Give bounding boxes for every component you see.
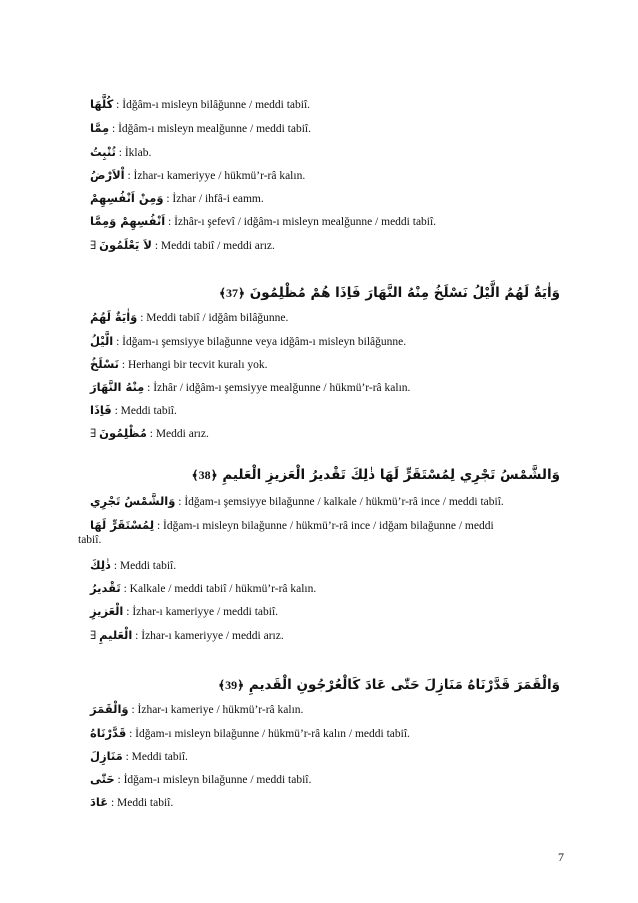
arabic-term: مَنَازِلَ	[90, 749, 123, 763]
page-number: 7	[558, 850, 564, 864]
rule-line	[90, 214, 560, 229]
rule-text: : İzhar / ihfâ-i eamm.	[163, 193, 264, 205]
rule-text: : İdğam-ı misleyn bilağunne / hükmü’r-râ kalın / meddi tabiî.	[126, 728, 410, 740]
arabic-term: مِنْهُ النَّهَارَ	[90, 380, 145, 394]
verse-39	[80, 676, 560, 694]
arabic-term: وَالشَّمْسُ تَجْرِي	[90, 494, 176, 508]
rule-line	[90, 357, 560, 372]
rule-line	[90, 403, 560, 418]
arabic-term: وَاٰيَةٌ لَهُمُ	[90, 310, 138, 324]
rule-text: : İdğam-ı şemsiyye bilağunne / kalkale / hükmü’r-râ ince / meddi tabiî.	[175, 496, 504, 508]
arabic-term: مِمَّا	[90, 121, 110, 135]
rule-line	[90, 581, 560, 596]
rule-text: : İdğam-ı şemsiyye bilağunne veya idğâm-ı misleyn bilâğunne.	[113, 336, 407, 348]
rule-text: : İzhâr-ı şefevî / idğâm-ı misleyn mealğunne / meddi tabiî.	[165, 216, 437, 228]
rule-text: : İzhar-ı kameriyye / meddi arız.	[132, 630, 284, 642]
rule-text: : İzhar-ı kameriyye / meddi tabiî.	[123, 606, 279, 618]
exists-icon: ∃	[90, 240, 100, 252]
rule-text: : İzhar-ı kameriyye / hükmü’r-râ kalın.	[124, 170, 306, 182]
rule-line	[90, 145, 560, 160]
arabic-term: كُلَّهَا	[90, 97, 114, 111]
verse-text: وَالْقَمَرَ قَدَّرْنَاهُ مَنَازِلَ حَتّٰى عَادَ كَالْعُرْجُونِ الْقَديمِ	[248, 677, 560, 693]
arabic-term: لاَ يَعْلَمُونَ	[99, 238, 152, 252]
verse-number: ﴿38﴾	[191, 468, 218, 482]
verse-text: وَالشَّمْسُ تَجْرِي لِمُسْتَقَرٍّ لَهَا ذٰلِكَ تَقْديرُ الْعَزيزِ الْعَليمِ	[222, 467, 560, 483]
rule-text: : İklab.	[115, 147, 152, 159]
rule-text: : İdğam-ı misleyn bilağunne / hükmü’r-râ ince / idğam bilağunne / meddi	[154, 520, 494, 532]
rule-text: : İdğam-ı misleyn bilağunne / meddi tabiî.	[114, 774, 312, 786]
arabic-term: حَتّٰى	[90, 772, 115, 786]
exists-icon: ∃	[90, 630, 100, 642]
arabic-term: وَالْقَمَرَ	[90, 702, 129, 716]
arabic-term: ذٰلِكَ	[90, 558, 111, 572]
rule-line	[90, 795, 560, 810]
verse-number: ﴿39﴾	[218, 678, 245, 692]
arabic-term: وَمِنْ اَنْفُسِهِمْ	[90, 191, 164, 205]
rule-text: : Meddi tabiî.	[111, 405, 177, 417]
arabic-term: قَدَّرْنَاهُ	[90, 726, 127, 740]
rule-line	[90, 310, 560, 325]
rule-line	[90, 334, 560, 349]
verse-number: ﴿37﴾	[219, 286, 246, 300]
rule-line	[90, 558, 560, 573]
verse-37	[80, 284, 560, 302]
rule-line	[90, 494, 560, 509]
rule-text: : Meddi tabiî.	[108, 797, 174, 809]
rule-line	[90, 518, 560, 533]
arabic-term: فَاِذَا	[90, 403, 112, 417]
rule-line	[90, 380, 560, 395]
verse-38	[80, 466, 560, 484]
arabic-term: مُظْلِمُونَ	[99, 426, 147, 440]
rule-line	[90, 772, 560, 787]
rule-text: : Meddi tabiî.	[122, 751, 188, 763]
arabic-term: تُنْبِتُ	[90, 145, 116, 159]
rule-line	[90, 604, 560, 619]
rule-text: : İzhâr / idğâm-ı şemsiyye mealğunne / hükmü’r-râ kalın.	[144, 382, 411, 394]
arabic-term: اَنْفُسِهِمْ وَمِمَّا	[90, 214, 166, 228]
rule-text: : Meddi tabiî / idğâm bilâğunne.	[137, 312, 289, 324]
arabic-term: الْعَزيزِ	[90, 604, 124, 618]
arabic-term: تَقْديرُ	[90, 581, 121, 595]
rule-line	[90, 97, 560, 112]
rule-line	[90, 191, 560, 206]
arabic-term: اْلاَرْضُ	[90, 168, 125, 182]
rule-line	[90, 426, 560, 441]
rule-text: : Kalkale / meddi tabiî / hükmü’r-râ kalın.	[120, 583, 317, 595]
rule-text: : İdğâm-ı misleyn bilâğunne / meddi tabiî.	[113, 99, 311, 111]
rule-line	[90, 168, 560, 183]
rule-text: : Herhangi bir tecvit kuralı yok.	[119, 359, 268, 371]
rule-text: : İzhar-ı kameriye / hükmü’r-râ kalın.	[128, 704, 304, 716]
rule-text: : İdğâm-ı misleyn mealğunne / meddi tabiî.	[109, 123, 312, 135]
rule-line	[90, 726, 560, 741]
rule-text: : Meddi tabiî.	[110, 560, 177, 572]
rule-text: : Meddi tabiî / meddi arız.	[151, 240, 275, 252]
arabic-term: عَادَ	[90, 795, 109, 809]
rule-line	[90, 121, 560, 136]
arabic-term: نَسْلَخُ	[90, 357, 120, 371]
rule-line	[90, 702, 560, 717]
exists-icon: ∃	[90, 428, 100, 440]
verse-text: وَاٰيَةٌ لَهُمُ الَّيْلُ نَسْلَخُ مِنْهُ النَّهَارَ فَاِذَا هُمْ مُظْلِمُونَ	[249, 285, 560, 301]
arabic-term: الْعَليمِ	[99, 628, 133, 642]
rule-continuation: tabiî.	[78, 534, 102, 546]
rule-line	[90, 749, 560, 764]
arabic-term: الَّيْلُ	[90, 334, 114, 348]
rule-line	[90, 238, 560, 253]
arabic-term: لِمُسْتَقَرٍّ لَهَا	[90, 518, 155, 532]
rule-line	[90, 628, 560, 643]
rule-text: : Meddi arız.	[146, 428, 209, 440]
